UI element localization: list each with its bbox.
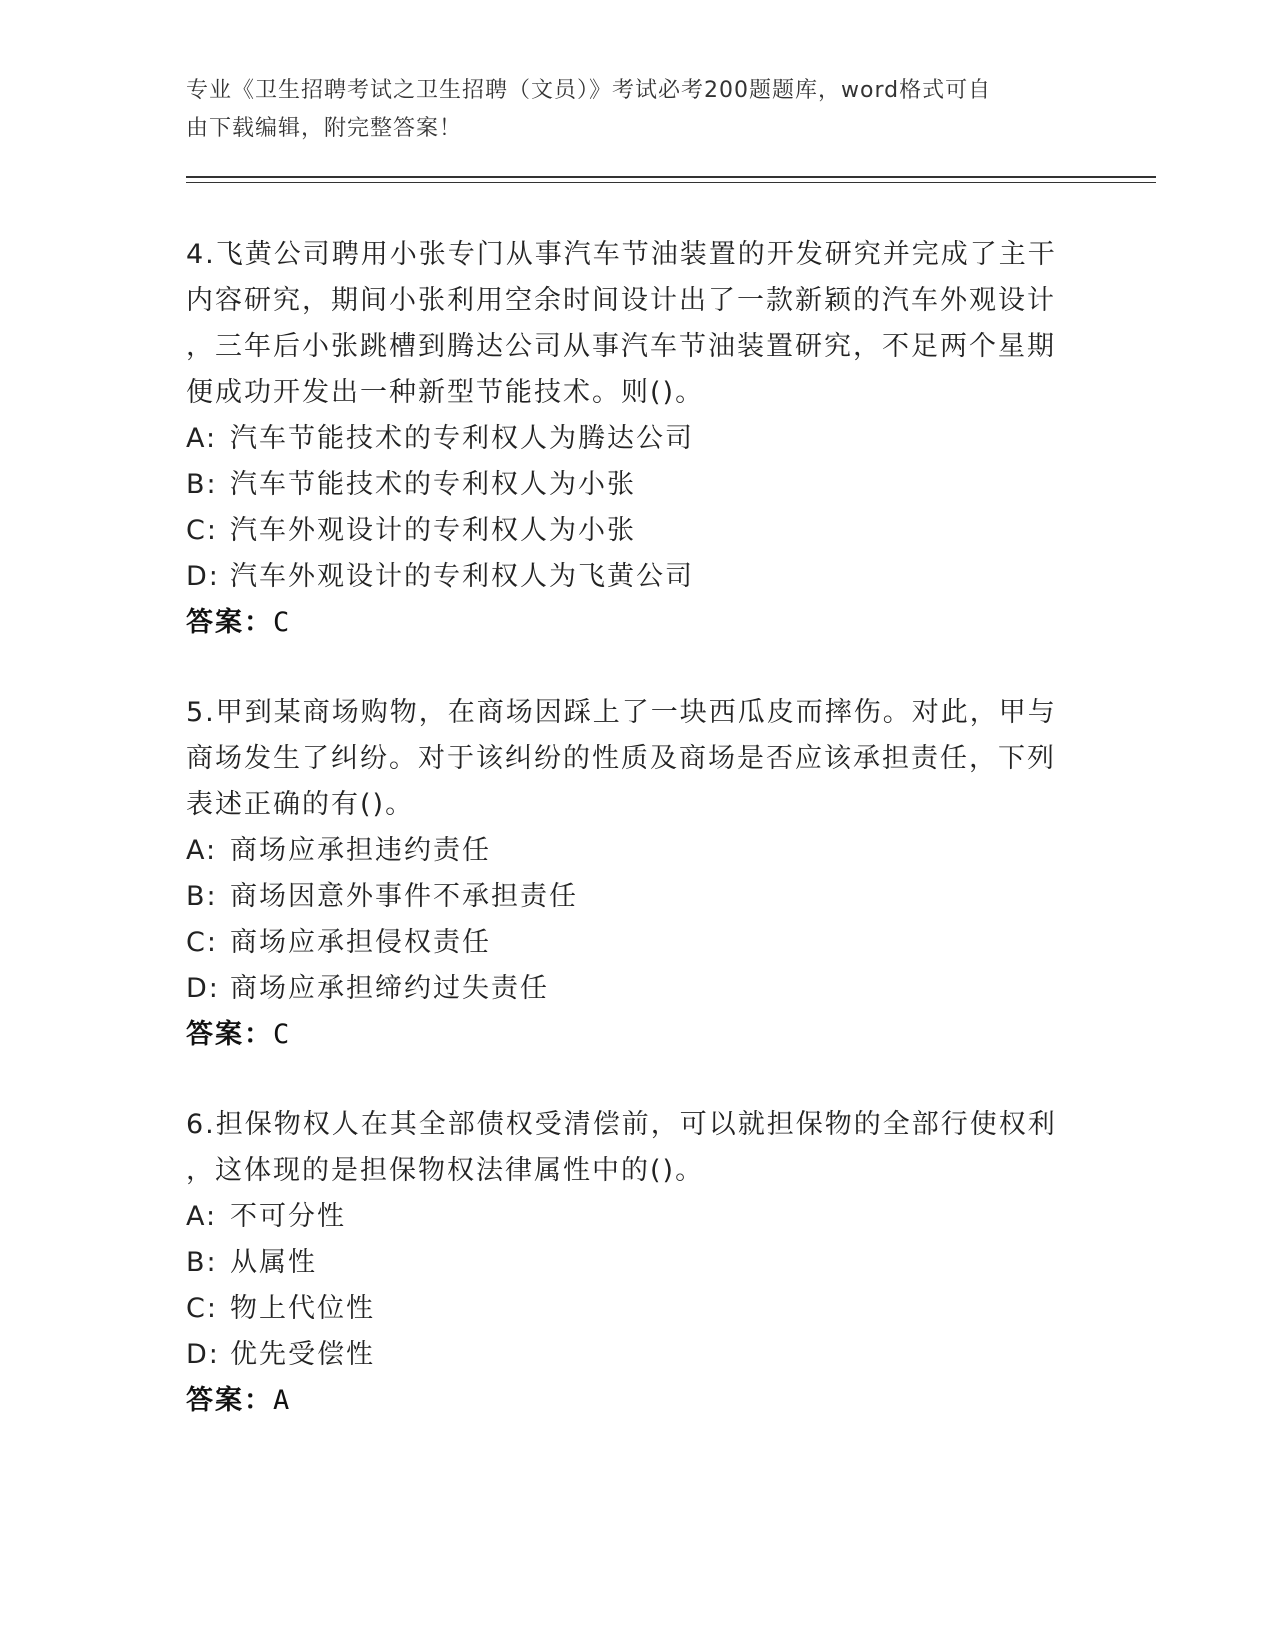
stem-line: 便成功开发出一种新型节能技术。则()。 bbox=[186, 377, 705, 408]
option-a bbox=[186, 416, 1066, 462]
option-key: B: bbox=[186, 469, 218, 500]
option-b bbox=[186, 1240, 1066, 1286]
option-c bbox=[186, 920, 1066, 966]
option-c bbox=[186, 508, 1066, 554]
option-key: B: bbox=[186, 881, 218, 912]
option-text: 物上代位性 bbox=[230, 1293, 375, 1324]
stem-line: 4.飞黄公司聘用小张专门从事汽车节油装置的开发研究并完成了主干 bbox=[186, 239, 1057, 270]
option-b bbox=[186, 462, 1066, 508]
option-d bbox=[186, 1332, 1066, 1378]
answer-value: C bbox=[273, 607, 292, 638]
question-stem bbox=[186, 690, 1066, 828]
option-text: 商场因意外事件不承担责任 bbox=[230, 881, 578, 912]
option-key: D: bbox=[186, 973, 220, 1004]
question-6 bbox=[186, 1102, 1066, 1424]
header-divider-thick bbox=[186, 176, 1156, 178]
option-d bbox=[186, 966, 1066, 1012]
header-line-1: 专业《卫生招聘考试之卫生招聘（文员）》考试必考200题题库，word格式可自 bbox=[186, 78, 992, 103]
answer-label: 答案： bbox=[186, 1385, 273, 1416]
option-c bbox=[186, 1286, 1066, 1332]
option-text: 汽车外观设计的专利权人为小张 bbox=[230, 515, 636, 546]
answer-line bbox=[186, 1012, 1066, 1058]
answer-label: 答案： bbox=[186, 1019, 273, 1050]
answer-line bbox=[186, 1378, 1066, 1424]
stem-line: ，三年后小张跳槽到腾达公司从事汽车节油装置研究，不足两个星期 bbox=[186, 331, 1056, 362]
answer-label: 答案： bbox=[186, 607, 273, 638]
answer-value: A bbox=[273, 1385, 292, 1416]
stem-line: 6.担保物权人在其全部债权受清偿前，可以就担保物的全部行使权利 bbox=[186, 1109, 1057, 1140]
option-text: 汽车节能技术的专利权人为小张 bbox=[230, 469, 636, 500]
stem-line: 5.甲到某商场购物，在商场因踩上了一块西瓜皮而摔伤。对此，甲与 bbox=[186, 697, 1057, 728]
answer-value: C bbox=[273, 1019, 292, 1050]
stem-line: 表述正确的有()。 bbox=[186, 789, 415, 820]
option-d bbox=[186, 554, 1066, 600]
option-text: 不可分性 bbox=[230, 1201, 346, 1232]
option-text: 从属性 bbox=[230, 1247, 317, 1278]
option-a bbox=[186, 828, 1066, 874]
option-b bbox=[186, 874, 1066, 920]
option-key: C: bbox=[186, 927, 218, 958]
option-key: D: bbox=[186, 1339, 220, 1370]
stem-line: 内容研究，期间小张利用空余时间设计出了一款新颖的汽车外观设计 bbox=[186, 285, 1056, 316]
option-key: A: bbox=[186, 423, 218, 454]
option-text: 商场应承担侵权责任 bbox=[230, 927, 491, 958]
option-text: 汽车节能技术的专利权人为腾达公司 bbox=[230, 423, 694, 454]
stem-line: 商场发生了纠纷。对于该纠纷的性质及商场是否应该承担责任，下列 bbox=[186, 743, 1056, 774]
answer-line bbox=[186, 600, 1066, 646]
question-stem bbox=[186, 1102, 1066, 1194]
option-key: C: bbox=[186, 1293, 218, 1324]
question-5 bbox=[186, 690, 1066, 1058]
option-key: C: bbox=[186, 515, 218, 546]
option-text: 商场应承担违约责任 bbox=[230, 835, 491, 866]
option-text: 优先受偿性 bbox=[230, 1339, 375, 1370]
stem-line: ，这体现的是担保物权法律属性中的()。 bbox=[186, 1155, 705, 1186]
question-stem bbox=[186, 232, 1066, 416]
document-header bbox=[186, 72, 1066, 148]
option-key: A: bbox=[186, 1201, 218, 1232]
option-key: A: bbox=[186, 835, 218, 866]
option-a bbox=[186, 1194, 1066, 1240]
option-text: 商场应承担缔约过失责任 bbox=[230, 973, 549, 1004]
header-line-2: 由下载编辑，附完整答案！ bbox=[186, 116, 463, 141]
option-text: 汽车外观设计的专利权人为飞黄公司 bbox=[230, 561, 694, 592]
option-key: B: bbox=[186, 1247, 218, 1278]
option-key: D: bbox=[186, 561, 220, 592]
question-4 bbox=[186, 232, 1066, 646]
header-divider-thin bbox=[186, 182, 1156, 183]
